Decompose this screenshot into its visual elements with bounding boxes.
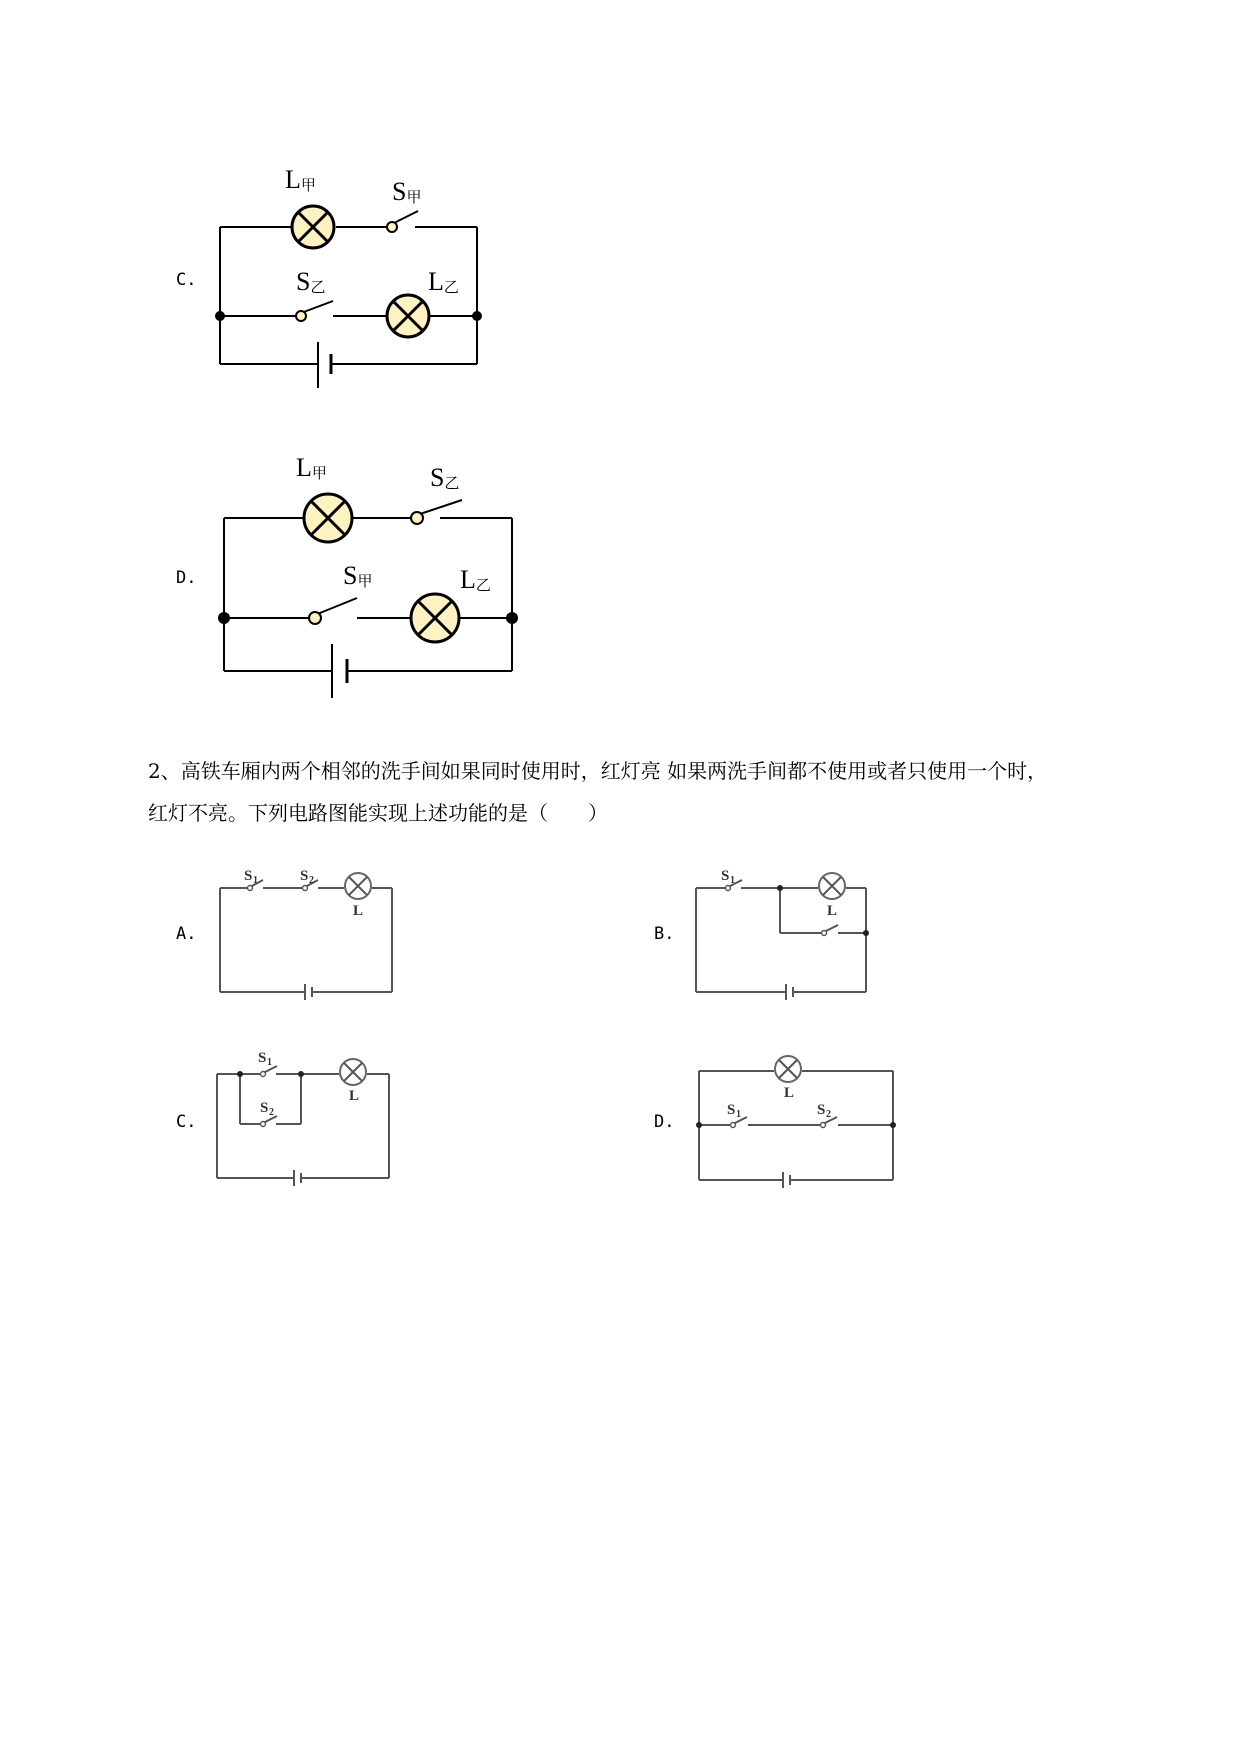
- svg-text:2: 2: [826, 1109, 831, 1120]
- q1-option-c-label[interactable]: C.: [176, 270, 197, 290]
- svg-text:S: S: [300, 868, 309, 884]
- lamp-icon: [775, 1056, 801, 1082]
- svg-text:L: L: [827, 903, 838, 919]
- q2-option-c-label[interactable]: C.: [176, 1112, 197, 1132]
- svg-text:S乙: S乙: [430, 463, 460, 492]
- svg-text:L乙: L乙: [428, 267, 459, 296]
- svg-text:1: 1: [730, 875, 735, 886]
- svg-text:L甲: L甲: [296, 453, 327, 482]
- svg-text:L: L: [784, 1085, 795, 1101]
- svg-text:1: 1: [736, 1109, 741, 1120]
- svg-text:S: S: [721, 868, 730, 884]
- svg-text:S: S: [258, 1050, 267, 1066]
- svg-text:S甲: S甲: [392, 177, 422, 206]
- svg-text:2: 2: [269, 1107, 274, 1118]
- svg-text:S: S: [260, 1100, 269, 1116]
- q2-option-a-label[interactable]: A.: [176, 924, 197, 944]
- svg-text:S甲: S甲: [343, 561, 373, 590]
- svg-text:L甲: L甲: [285, 165, 316, 194]
- svg-text:1: 1: [253, 875, 258, 886]
- svg-text:1: 1: [267, 1057, 272, 1068]
- q2-option-d-label[interactable]: D.: [654, 1112, 675, 1132]
- question-2-line-1: 2、高铁车厢内两个相邻的洗手间如果同时使用时，红灯亮 如果两洗手间都不使用或者只使用一个时，: [148, 759, 1048, 783]
- svg-text:L乙: L乙: [460, 565, 491, 594]
- svg-text:S: S: [727, 1102, 736, 1118]
- svg-text:L: L: [349, 1088, 360, 1104]
- svg-text:L: L: [353, 903, 364, 919]
- svg-text:2: 2: [309, 875, 314, 886]
- svg-text:S乙: S乙: [296, 267, 326, 296]
- q1-option-d-label[interactable]: D.: [176, 568, 197, 588]
- q2-option-b-label[interactable]: B.: [654, 924, 675, 944]
- svg-text:S: S: [244, 868, 253, 884]
- svg-text:S: S: [817, 1102, 826, 1118]
- question-2-line-2: 红灯不亮。下列电路图能实现上述功能的是（ ）: [148, 801, 608, 825]
